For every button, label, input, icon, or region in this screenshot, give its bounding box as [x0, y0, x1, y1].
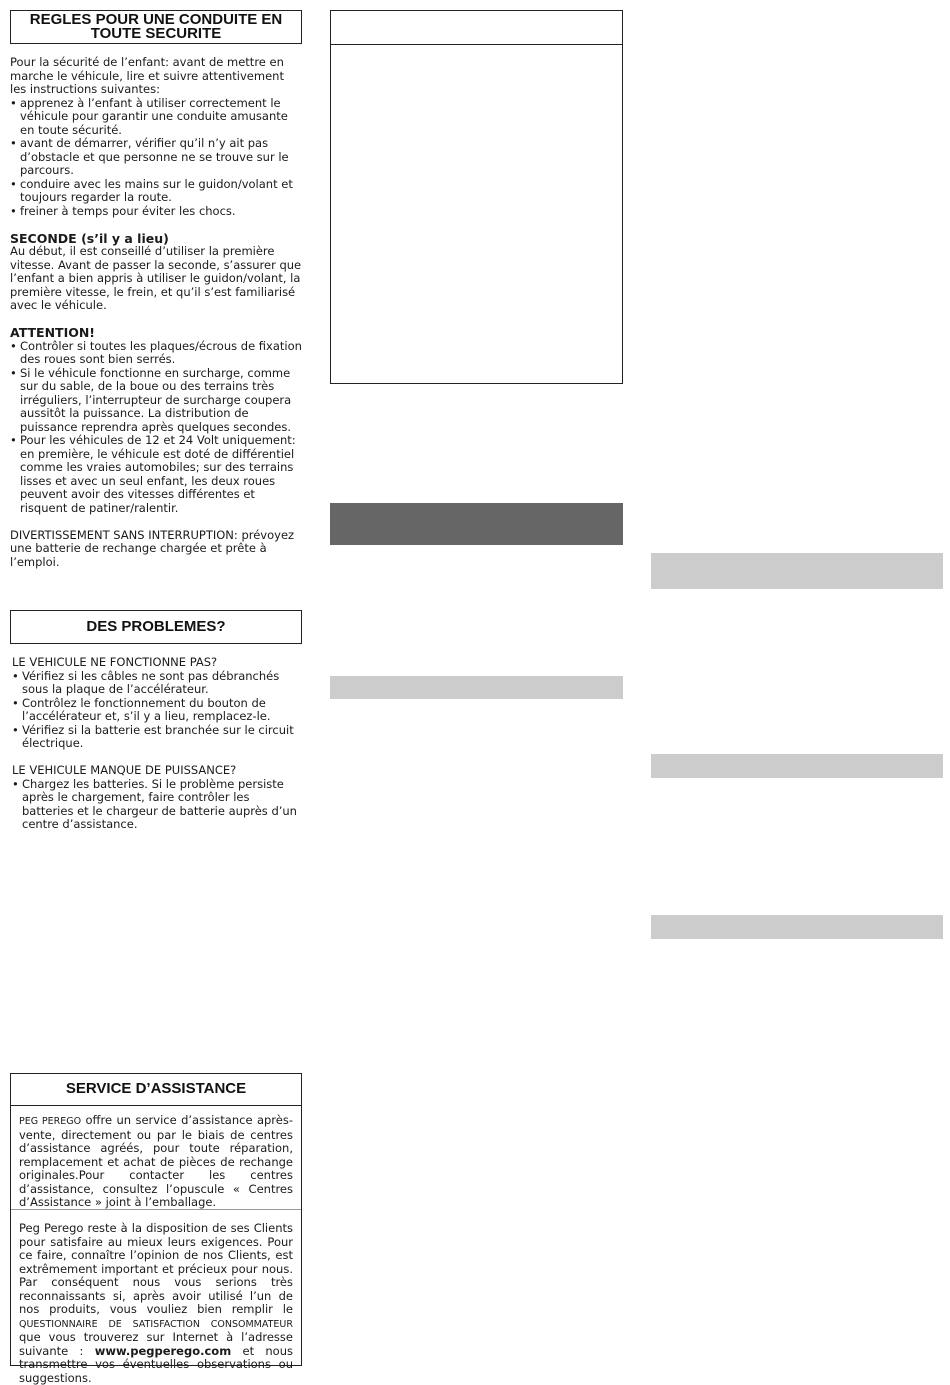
- service-paragraph-1: [11, 1106, 301, 1210]
- attention-list: [10, 340, 302, 516]
- brand-name: PEG PEREGO: [19, 1116, 82, 1127]
- rules-title-line1: REGLES POUR UNE CONDUITE EN: [29, 11, 283, 28]
- rules-list: [10, 97, 302, 219]
- problem-question-1: LE VEHICULE NE FONCTIONNE PAS?: [12, 655, 218, 669]
- rules-section: [10, 56, 302, 569]
- rules-intro: Pour la sécurité de l’enfant: avant de mettre en marche le véhicule, lire et suivre attentivement les instructions suivantes:: [10, 55, 284, 96]
- second-gear-text: Au début, il est conseillé d’utiliser la première vitesse. Avant de passer la seconde, s’assurer que l’enfant a bien appris à utiliser le guidon/volant, la première vitesse, le frein, et qu’il s’est familiarisé avec le véhicule.: [10, 244, 302, 312]
- list-item: • freiner à temps pour éviter les chocs.: [10, 205, 302, 219]
- list-item: • apprenez à l’enfant à utiliser correctement le véhicule pour garantir une conduite amusante en toute sécurité.: [10, 97, 302, 138]
- list-item: • avant de démarrer, vérifier qu’il n’y ait pas d’obstacle et que personne ne se trouve sur le parcours.: [10, 137, 302, 178]
- middle-content-box: [330, 44, 623, 384]
- list-item: • Pour les véhicules de 12 et 24 Volt uniquement: en première, le véhicule est doté de différentiel comme les vraies automobiles; sur des terrains lisses et avec un seul enfant, les deux roues peuvent avoir des vitesses différentes et risquent de patiner/ralentir.: [10, 434, 302, 515]
- website-link[interactable]: www.pegperego.com: [94, 1343, 232, 1358]
- service-box: [10, 1073, 302, 1385]
- problems-title: DES PROBLEMES?: [86, 618, 226, 635]
- problems-title-box: [10, 610, 302, 644]
- problem-question-2: LE VEHICULE MANQUE DE PUISSANCE?: [12, 763, 237, 777]
- right-light-bar-2: [651, 754, 943, 778]
- list-item: • conduire avec les mains sur le guidon/volant et toujours regarder la route.: [10, 178, 302, 205]
- questionnaire-label: QUESTIONNAIRE DE SATISFACTION CONSOMMATEUR: [19, 1318, 293, 1330]
- middle-dark-bar: [330, 503, 623, 545]
- service-text-2c: et nous transmettre vos éventuelles observations ou suggestions.: [19, 1343, 293, 1385]
- list-item: • Vérifiez si les câbles ne sont pas débranchés sous la plaque de l’accélérateur.: [12, 670, 302, 697]
- second-gear-heading: SECONDE (s’il y a lieu): [10, 230, 169, 246]
- problem-1-list: [12, 670, 302, 751]
- middle-light-bar: [330, 676, 623, 699]
- service-paragraph-2: [11, 1210, 301, 1385]
- list-item: • Vérifiez si la batterie est branchée sur le circuit électrique.: [12, 724, 302, 751]
- right-light-bar-1: [651, 553, 943, 589]
- service-text-1: offre un service d’assistance après-vente, directement ou par le biais de centres d’assistance agréés, pour toute réparation, remplacement et achat de pièces de rechange originales.Pour contacter les centres d’assistance, consultez l’opuscule « Centres d’Assistance » joint à l’emballage.: [19, 1113, 293, 1209]
- problems-section: [12, 656, 302, 832]
- service-text-2a: Peg Perego reste à la disposition de ses Clients pour satisfaire au mieux leurs exigences. Pour ce faire, connaître l’opinion de nos Clients, est extrêmement important et précieux pour nous. Par conséquent nous vous serions très reconnaissants si, après avoir utilisé l’un de nos produits, vous vouliez bien remplir le: [19, 1221, 293, 1316]
- middle-header-box: [330, 10, 623, 45]
- problem-2-list: [12, 778, 302, 832]
- service-title-row: [11, 1074, 301, 1106]
- list-item: • Contrôlez le fonctionnement du bouton de l’accélérateur et, s’il y a lieu, remplacez-le.: [12, 697, 302, 724]
- list-item: • Chargez les batteries. Si le problème persiste après le chargement, faire contrôler les batteries et le chargeur de batterie auprès d’un centre d’assistance.: [12, 778, 302, 832]
- attention-heading: ATTENTION!: [10, 325, 96, 340]
- service-title: SERVICE D’ASSISTANCE: [65, 1080, 247, 1097]
- service-text-2b: que vous trouverez sur Internet à l’adresse suivante :: [19, 1330, 293, 1358]
- list-item: • Contrôler si toutes les plaques/écrous de fixation des roues sont bien serrés.: [10, 340, 302, 367]
- list-item: • Si le véhicule fonctionne en surcharge, comme sur du sable, de la boue ou des terrains très irréguliers, l’interrupteur de surcharge coupera aussitôt la puissance. La distribution de puissance reprendra après quelques secondes.: [10, 367, 302, 435]
- spare-battery-note: DIVERTISSEMENT SANS INTERRUPTION: prévoyez une batterie de rechange chargée et prête à l’emploi.: [10, 527, 295, 569]
- rules-title-line2: TOUTE SECURITE: [90, 25, 222, 42]
- right-light-bar-3: [651, 915, 943, 939]
- rules-title-box: [10, 10, 302, 44]
